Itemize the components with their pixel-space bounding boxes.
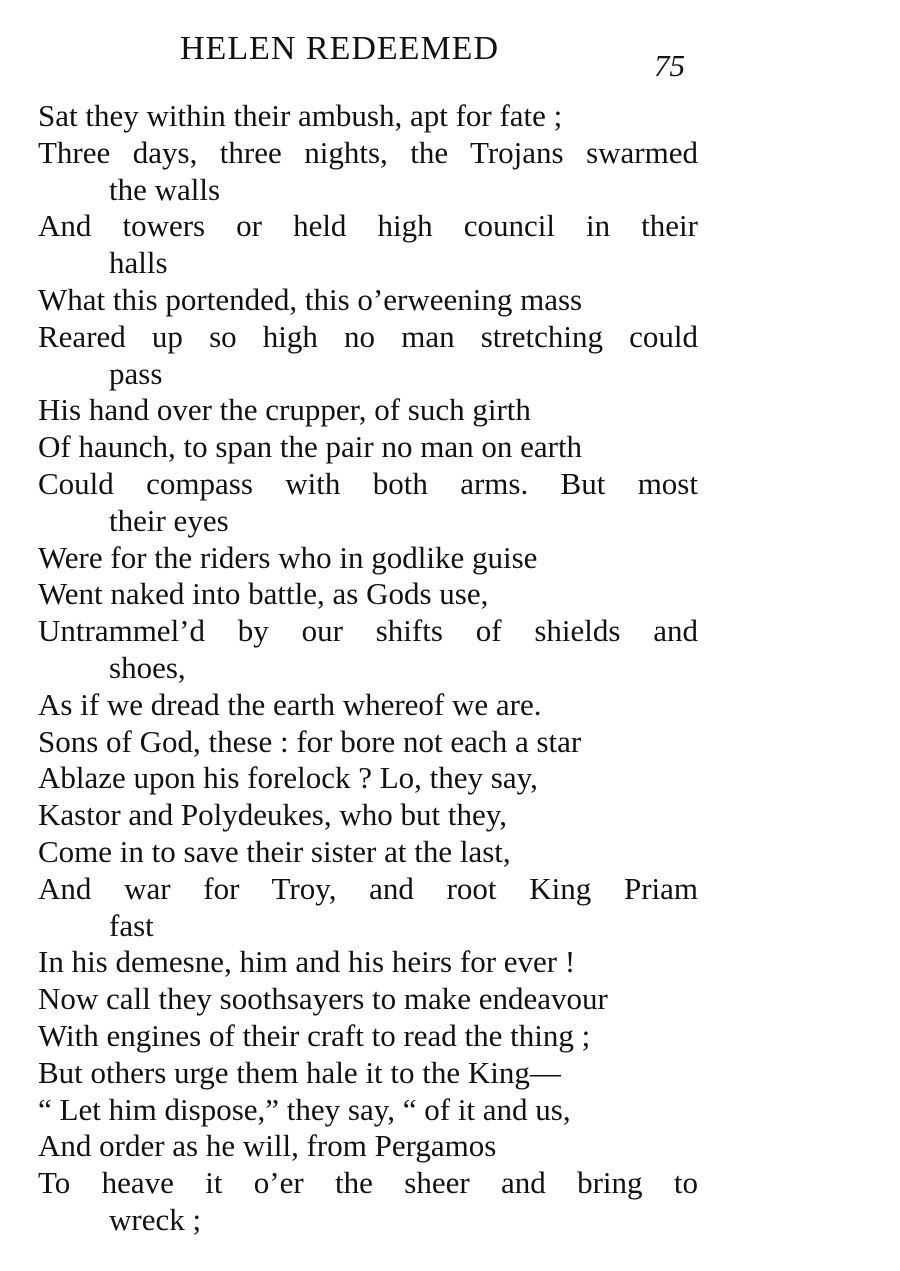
poem-line: His hand over the crupper, of such girth (38, 392, 531, 428)
poem-line: Of haunch, to span the pair no man on earth (38, 429, 583, 465)
poem-line-continuation: pass (109, 355, 163, 391)
poem-line: Come in to save their sister at the last, (38, 833, 511, 869)
poem-line: As if we dread the earth whereof we are. (38, 686, 542, 722)
poem-line: What this portended, this o’erweening mass (38, 281, 583, 317)
poem-line: Reared up so high no man stretching could (38, 318, 698, 354)
poem-line: Were for the riders who in godlike guise (38, 539, 538, 575)
poem-line: Sat they within their ambush, apt for fate ; (38, 98, 563, 133)
poem-line: Untrammel’d by our shifts of shields and (38, 613, 698, 649)
poem-line-continuation: wreck ; (109, 1201, 202, 1237)
poem-line-continuation: shoes, (109, 649, 186, 685)
poem-line: Three days, three nights, the Trojans swarmed (38, 134, 698, 170)
poem-line-continuation: their eyes (109, 502, 229, 538)
poem-line: But others urge them hale it to the King— (38, 1054, 561, 1090)
poem-line: Kastor and Polydeukes, who but they, (38, 797, 507, 833)
poem-line: And order as he will, from Pergamos (38, 1128, 497, 1164)
poem-line: To heave it o’er the sheer and bring to (38, 1165, 698, 1201)
poem-line-continuation: halls (109, 245, 168, 281)
poem-line-continuation: the walls (109, 171, 221, 207)
poem-line: Sons of God, these : for bore not each a star (38, 723, 582, 759)
poem-line-continuation: fast (109, 907, 154, 943)
poem-line: Went naked into battle, as Gods use, (38, 576, 489, 612)
poem-line: And towers or held high council in their (38, 208, 698, 244)
poem-line: Ablaze upon his forelock ? Lo, they say, (38, 760, 538, 796)
poem-line: With engines of their craft to read the thing ; (38, 1017, 591, 1053)
poem-line: And war for Troy, and root King Priam (38, 870, 698, 906)
poem-line: “ Let him dispose,” they say, “ of it and us, (38, 1091, 571, 1127)
poem-line: In his demesne, him and his heirs for ever ! (38, 944, 576, 980)
poem-body (38, 98, 698, 1239)
running-title: HELEN REDEEMED (180, 30, 500, 67)
page-number: 75 (654, 48, 685, 83)
poem-line: Could compass with both arms. But most (38, 465, 698, 501)
poem-line: Now call they soothsayers to make endeavour (38, 981, 608, 1017)
